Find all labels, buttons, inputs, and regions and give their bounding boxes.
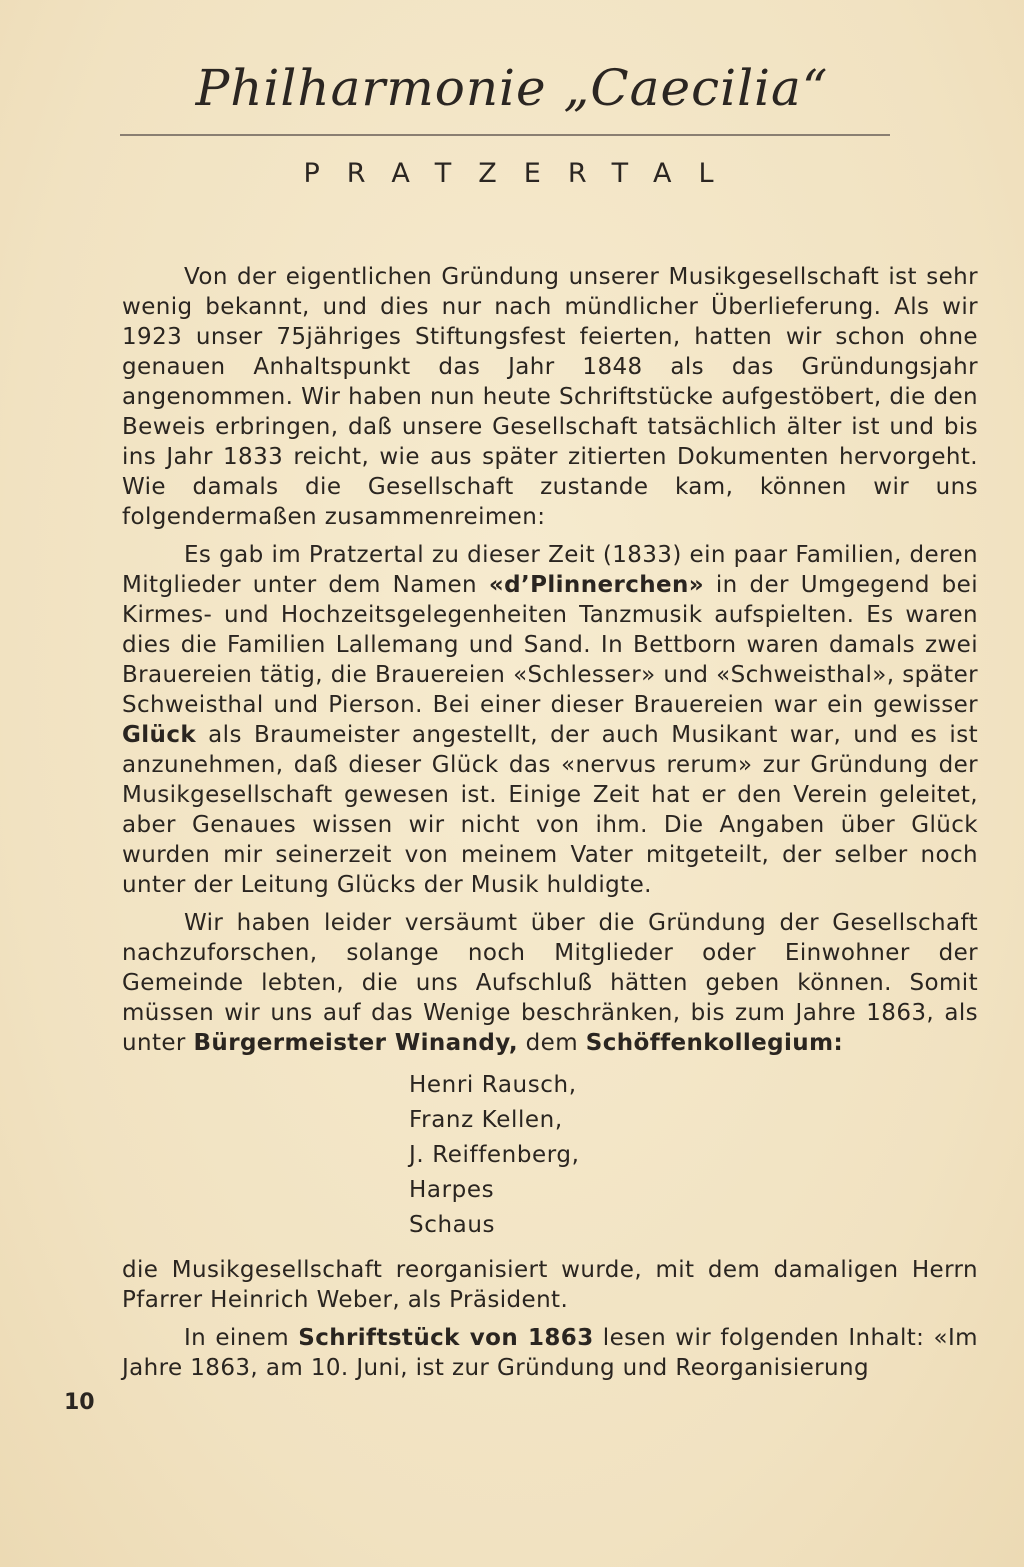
page-subtitle: PRATZERTAL [303, 158, 741, 189]
title-rule [120, 134, 890, 136]
bold-text: Glück [122, 722, 197, 748]
text-span: in der Umgegend bei Kirmes- und Hochzeitsgelegenheiten Tanzmusik aufspielten. Es waren dies die Familien Lallemang und Sand. In Bettborn waren damals zwei Brauereien tätig, die Brauereien «Schlesser» und «Schweisthal», später Schweisthal und Pierson. Bei einer dieser Brauereien war ein gewisser [122, 572, 978, 718]
list-item: Schaus [409, 1212, 496, 1238]
body-text [122, 262, 978, 1391]
bold-text: Bürgermeister Winandy, [193, 1030, 518, 1056]
paragraph-1: Von der eigentlichen Gründung unserer Musikgesellschaft ist sehr wenig bekannt, und dies nur nach mündlicher Überlieferung. Als wir 1923 unser 75jähriges Stiftungsfest feierten, hatten wir schon ohne genauen Anhaltspunkt das Jahr 1848 als das Gründungsjahr angenommen. Wir haben nun heute Schriftstücke aufgestöbert, die den Beweis erbringen, daß unsere Gesellschaft tatsächlich älter ist und bis ins Jahr 1833 reicht, wie aus später zitierten Dokumenten hervorgeht. Wie damals die Gesellschaft zustande kam, können wir uns folgendermaßen zusammenreimen: [122, 264, 978, 530]
text-span: lesen wir folgenden Inhalt: «Im Jahre 1863, am 10. Juni, ist zur Gründung und Reorganisierung [122, 1325, 978, 1381]
page-title: Philharmonie „Caecilia“ [195, 59, 829, 117]
bold-text: Schöffenkollegium: [585, 1030, 844, 1056]
council-names-list [409, 1068, 978, 1243]
bold-text: Schriftstück von 1863 [298, 1325, 594, 1351]
text-span: In einem [184, 1325, 299, 1351]
paragraph-3 [122, 908, 978, 1058]
page-number: 10 [64, 1390, 95, 1415]
list-item: J. Reiffenberg, [409, 1142, 580, 1168]
text-span: Wir haben leider versäumt über die Gründung der Gesellschaft nachzuforschen, solange noch Mitglieder oder Einwohner der Gemeinde lebten, die uns Aufschluß hätten geben können. Somit müssen wir uns auf das Wenige beschränken, bis zum Jahre 1863, als unter [122, 910, 978, 1056]
paragraph-4: die Musikgesellschaft reorganisiert wurde, mit dem damaligen Herrn Pfarrer Heinrich Weber, als Präsident. [122, 1257, 978, 1313]
bold-text: «d’Plinnerchen» [488, 572, 705, 598]
text-span: dem [517, 1030, 586, 1056]
list-item: Harpes [409, 1177, 495, 1203]
text-span: Es gab im Pratzertal zu dieser Zeit (1833) ein paar Familien, deren Mitglieder unter dem Namen [122, 542, 978, 598]
list-item: Franz Kellen, [409, 1107, 563, 1133]
list-item: Henri Rausch, [409, 1072, 577, 1098]
paragraph-5 [122, 1323, 978, 1383]
paragraph-2 [122, 540, 978, 900]
text-span: als Braumeister angestellt, der auch Musikant war, und es ist anzunehmen, daß dieser Glück das «nervus rerum» zur Gründung der Musikgesellschaft gewesen ist. Einige Zeit hat er den Verein geleitet, aber Genaues wissen wir nicht von ihm. Die Angaben über Glück wurden mir seinerzeit von meinem Vater mitgeteilt, der selber noch unter der Leitung Glücks der Musik huldigte. [122, 722, 978, 898]
